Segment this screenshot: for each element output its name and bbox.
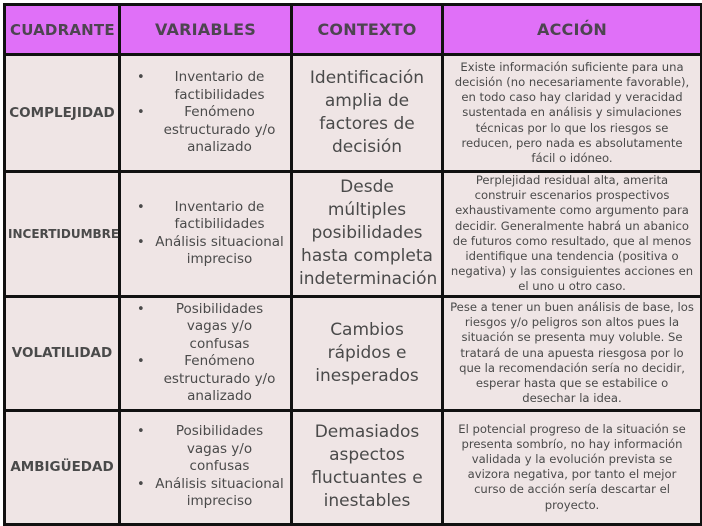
action-cell: El potencial progreso de la situación se presenta sombrío, no hay información validada y la evolución prevista se avizora negativa, por tanto el mejor curso de acción sería descartar el proyecto. (443, 410, 702, 524)
quadrant-label: AMBIGÜEDAD (5, 410, 120, 524)
context-cell: Demasiados aspectos fluctuantes e inestables (292, 410, 443, 524)
variable-item: • Inventario de factibilidades (137, 69, 265, 103)
variable-item: • Inventario de factibilidades (137, 198, 265, 233)
variables-cell (120, 410, 292, 524)
header-accion: ACCIÓN (443, 5, 702, 55)
bullet-icon: • (137, 301, 145, 317)
variables-cell (120, 172, 292, 297)
variable-item: • Análisis situacional impreciso (137, 233, 284, 268)
variable-item: • Posibilidades vagas y/o confusas (137, 300, 264, 352)
quadrant-table (3, 3, 702, 526)
header-cuadrante: CUADRANTE (5, 5, 120, 55)
table-row-ambiguedad (5, 410, 702, 524)
quadrant-table-container (3, 3, 700, 523)
header-row (5, 5, 702, 55)
header-variables: VARIABLES (120, 5, 292, 55)
variables-list (129, 301, 284, 406)
bullet-icon: • (137, 234, 145, 250)
action-cell: Existe información suficiente para una decisión (no necesariamente favorable), en todo caso hay claridad y veracidad sustentada en análisis y simulaciones técnicas por lo que los riesgos se reducen, pero nada es absolutamente fácil o idóneo. (443, 55, 702, 172)
variable-item: • Análisis situacional impreciso (137, 475, 284, 510)
bullet-icon: • (137, 424, 145, 440)
bullet-icon: • (137, 476, 145, 492)
table-row-volatilidad (5, 296, 702, 410)
variables-list (129, 199, 284, 269)
context-cell: Desde múltiples posibilidades hasta completa indeterminación (292, 172, 443, 297)
action-cell: Perplejidad residual alta, amerita construir escenarios prospectivos exhaustivamente como argumento para decidir. Generalmente habrá un abanico de futuros como resultado, que al menos identifique una tendencia (positiva o negativa) y las consiguientes acciones en el uno u otro caso. (443, 172, 702, 297)
quadrant-label: VOLATILIDAD (5, 296, 120, 410)
quadrant-label: COMPLEJIDAD (5, 55, 120, 172)
variables-list (129, 69, 284, 157)
table-row-complejidad (5, 55, 702, 172)
bullet-icon: • (137, 70, 145, 86)
bullet-icon: • (137, 105, 145, 121)
quadrant-label: INCERTIDUMBRE (5, 172, 120, 297)
variable-item: • Fenómeno estructurado y/o analizado (137, 353, 276, 405)
variables-list (129, 423, 284, 511)
context-cell: Identificación amplia de factores de decisión (292, 55, 443, 172)
bullet-icon: • (137, 354, 145, 370)
context-cell: Cambios rápidos e inesperados (292, 296, 443, 410)
header-contexto: CONTEXTO (292, 5, 443, 55)
variables-cell (120, 296, 292, 410)
variable-item: • Posibilidades vagas y/o confusas (137, 423, 264, 475)
variable-item: • Fenómeno estructurado y/o analizado (137, 104, 276, 156)
table-row-incertidumbre (5, 172, 702, 297)
variables-cell (120, 55, 292, 172)
bullet-icon: • (137, 199, 145, 215)
action-cell: Pese a tener un buen análisis de base, los riesgos y/o peligros son altos pues la situación se presenta muy voluble. Se tratará de una apuesta riesgosa por lo que la recomendación sería no decidir, esperar hasta que se estabilice o desechar la idea. (443, 296, 702, 410)
